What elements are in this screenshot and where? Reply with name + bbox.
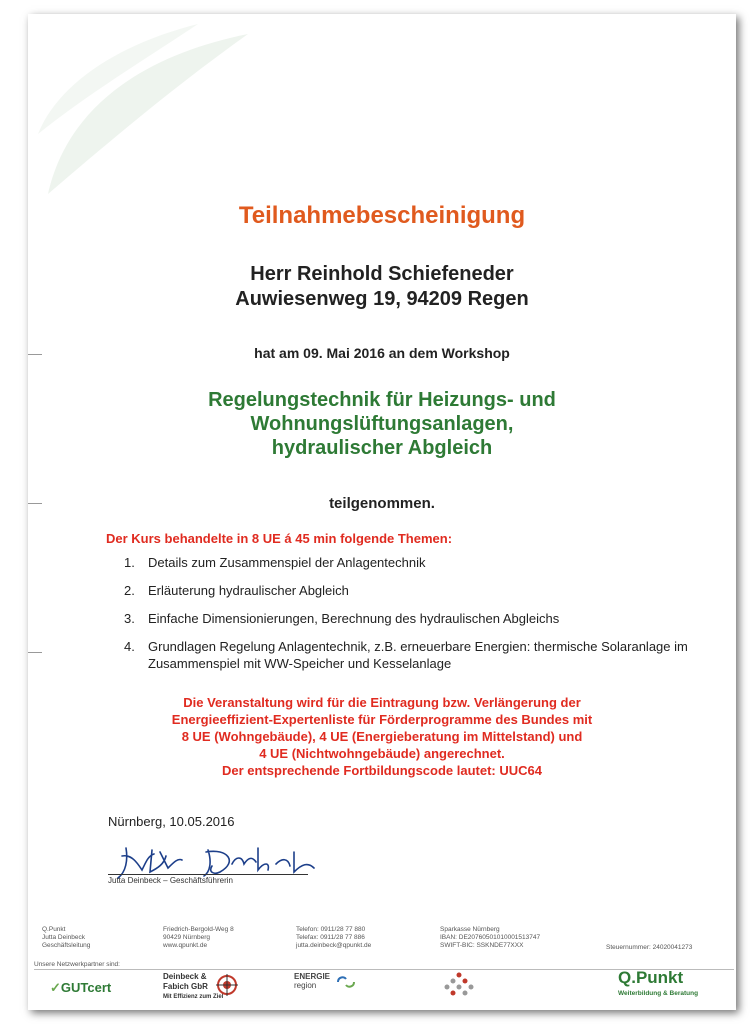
course-title-line: hydraulischer Abgleich xyxy=(271,437,493,459)
topics-list xyxy=(124,554,688,683)
course-title-line: Regelungstechnik für Heizungs- und xyxy=(208,389,556,411)
target-icon xyxy=(216,974,238,996)
certificate-title: Teilnahmebescheinigung xyxy=(238,202,526,229)
place-and-date: Nürnberg, 10.05.2016 xyxy=(108,814,235,829)
partners-label: Unsere Netzwerkpartner sind: xyxy=(34,961,120,968)
signatory-name: Jutta Deinbeck – Geschäftsführerin xyxy=(108,876,233,885)
participant-address: Auwiesenweg 19, 94209 Regen xyxy=(235,288,529,310)
list-item: 1. Details zum Zusammenspiel der Anlagentechnik xyxy=(124,555,426,570)
footer-address: Friedrich-Bergold-Weg 8 90429 Nürnberg www.qpunkt.de xyxy=(163,926,234,949)
dots-grid-logo-icon xyxy=(444,972,474,998)
footer-contact: Telefon: 0911/28 77 880 Telefax: 0911/28 77 886 jutta.deinbeck@qpunkt.de xyxy=(296,926,372,949)
footer-bank: Sparkasse Nürnberg IBAN: DE20760501010001513747 SWIFT-BIC: SSKNDE77XXX xyxy=(440,926,541,949)
participant-block xyxy=(28,262,736,312)
topics-intro: Der Kurs behandelte in 8 UE á 45 min folgende Themen: xyxy=(106,531,453,546)
list-item: 2. Erläuterung hydraulischer Abgleich xyxy=(124,583,349,598)
footer-company: Q.Punkt Jutta Deinbeck Geschäftsleitung xyxy=(42,926,91,949)
list-item: 3. Einfache Dimensionierungen, Berechnung des hydraulischen Abgleichs xyxy=(124,611,560,626)
course-title-line: Wohnungslüftungsanlagen, xyxy=(250,413,514,435)
qpunkt-tagline: Weiterbildung & Beratung xyxy=(618,990,699,997)
arrows-icon xyxy=(336,974,356,990)
accreditation-notice: Die Veranstaltung wird für die Eintragung bzw. Verlängerung der Energieeffizient-Expertenliste für Förderprogramme des Bundes mit 8 UE (Wohngebäude), 4 UE (Energieberatung im Mittelstand) und 4 UE (Nichtwohngebäude) angerechnet. Der entsprechende Fortbildungscode lautet: UUC64 xyxy=(171,695,593,778)
deinbeck-fabich-logo: Deinbeck & Fabich GbR Mit Effizienz zum Ziel xyxy=(163,972,224,1000)
list-item: 4. Grundlagen Regelung Anlagentechnik, z.B. erneuerbare Energien: thermische Solaranlage im Zusammenspiel mit WW-Speicher und Kesselanlage xyxy=(124,639,688,671)
signature-line xyxy=(108,874,308,875)
watermark-leaf-icon xyxy=(28,14,268,214)
certificate-sheet xyxy=(28,14,736,1010)
energie-region-logo: ENERGIE region xyxy=(294,972,331,990)
workshop-date-line: hat am 09. Mai 2016 an dem Workshop xyxy=(254,345,510,361)
participated-text: teilgenommen. xyxy=(329,495,435,512)
participant-name: Herr Reinhold Schiefeneder xyxy=(250,263,514,285)
gutcert-logo: ✓GUTcert xyxy=(50,980,112,995)
course-title xyxy=(28,388,736,460)
qpunkt-logo: Q.Punkt xyxy=(618,968,684,987)
footer-tax-number: Steuernummer: 24020041273 xyxy=(606,944,693,951)
fold-mark xyxy=(28,652,42,653)
